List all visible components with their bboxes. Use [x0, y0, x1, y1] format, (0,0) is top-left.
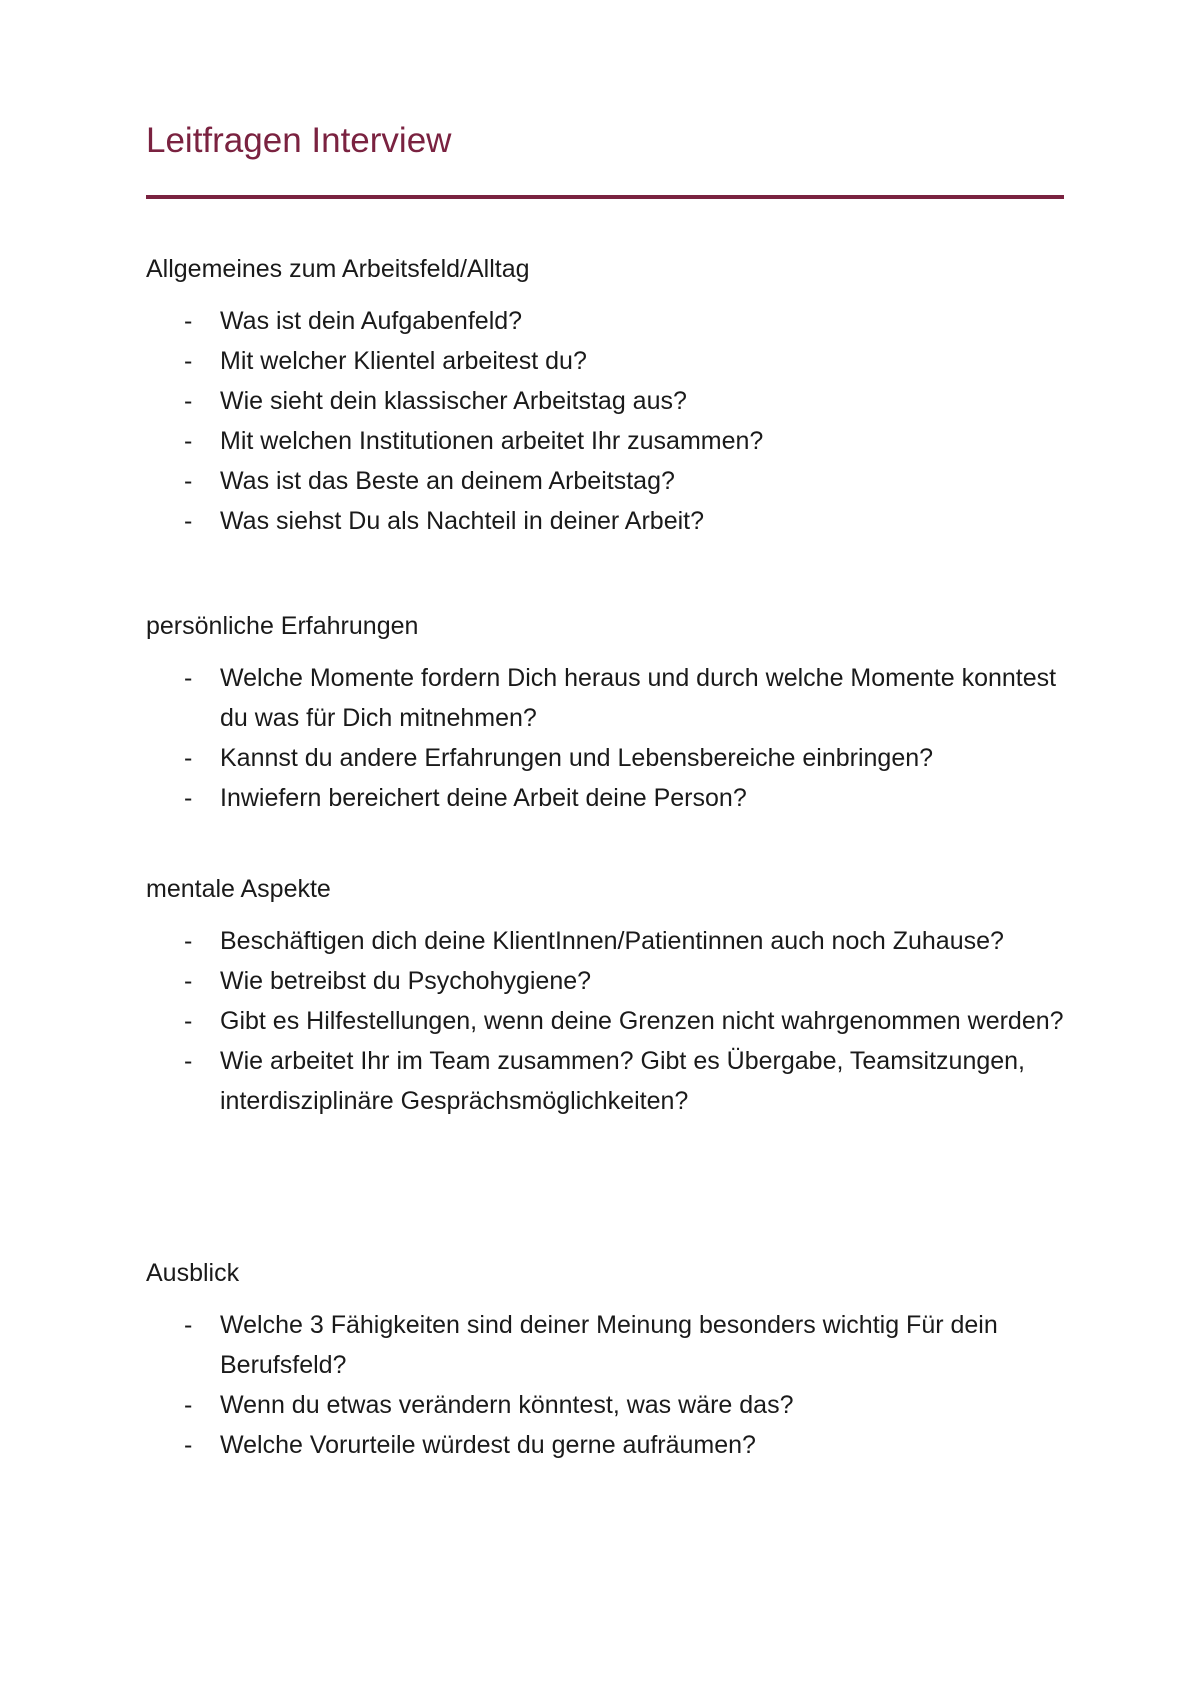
bullet-dash: - — [184, 387, 193, 415]
bullet-dash: - — [184, 784, 193, 812]
question-text: Was ist dein Aufgabenfeld? — [220, 307, 523, 335]
question-item — [146, 461, 1066, 501]
question-list — [146, 1305, 1066, 1465]
question-text: Welche Momente fordern Dich heraus und durch welche Momente konntest du was für Dich mitnehmen? — [220, 664, 1057, 732]
question-text: Was siehst Du als Nachteil in deiner Arbeit? — [220, 507, 705, 535]
bullet-dash: - — [184, 307, 193, 335]
question-item — [146, 658, 1066, 738]
question-item — [146, 778, 1066, 818]
question-text: Wenn du etwas verändern könntest, was wäre das? — [220, 1391, 794, 1419]
bullet-dash: - — [184, 744, 193, 772]
question-item — [146, 381, 1066, 421]
question-item — [146, 301, 1066, 341]
question-text: Wie betreibst du Psychohygiene? — [220, 967, 592, 995]
section-allgemeines — [146, 249, 1066, 541]
bullet-dash: - — [184, 1431, 193, 1459]
section-heading: Allgemeines zum Arbeitsfeld/Alltag — [146, 255, 530, 283]
question-text: Wie arbeitet Ihr im Team zusammen? Gibt es Übergabe, Teamsitzungen, interdisziplinäre Gesprächsmöglichkeiten? — [220, 1047, 1026, 1115]
bullet-dash: - — [184, 1047, 193, 1075]
question-text: Inwiefern bereichert deine Arbeit deine Person? — [220, 784, 747, 812]
question-text: Mit welcher Klientel arbeitest du? — [220, 347, 587, 375]
section-ausblick — [146, 1253, 1066, 1465]
question-item — [146, 961, 1066, 1001]
bullet-dash: - — [184, 347, 193, 375]
bullet-dash: - — [184, 967, 193, 995]
question-text: Wie sieht dein klassischer Arbeitstag aus? — [220, 387, 687, 415]
question-list — [146, 301, 1066, 541]
bullet-dash: - — [184, 467, 193, 495]
bullet-dash: - — [184, 507, 193, 535]
question-item — [146, 501, 1066, 541]
title-divider — [146, 195, 1064, 199]
question-item — [146, 421, 1066, 461]
question-text: Welche Vorurteile würdest du gerne aufräumen? — [220, 1431, 756, 1459]
question-item — [146, 1041, 1066, 1121]
bullet-dash: - — [184, 664, 193, 692]
question-item — [146, 1305, 1066, 1385]
question-item — [146, 738, 1066, 778]
question-text: Beschäftigen dich deine KlientInnen/Patientinnen auch noch Zuhause? — [220, 927, 1004, 955]
question-text: Was ist das Beste an deinem Arbeitstag? — [220, 467, 675, 495]
question-item — [146, 1425, 1066, 1465]
question-item — [146, 1001, 1066, 1041]
question-text: Welche 3 Fähigkeiten sind deiner Meinung besonders wichtig Für dein Berufsfeld? — [220, 1311, 998, 1379]
section-heading: mentale Aspekte — [146, 875, 331, 903]
bullet-dash: - — [184, 1311, 193, 1339]
bullet-dash: - — [184, 927, 193, 955]
question-item — [146, 1385, 1066, 1425]
question-text: Kannst du andere Erfahrungen und Lebensbereiche einbringen? — [220, 744, 934, 772]
section-mentale-aspekte — [146, 869, 1066, 1121]
bullet-dash: - — [184, 1391, 193, 1419]
section-heading: Ausblick — [146, 1259, 240, 1287]
bullet-dash: - — [184, 1007, 193, 1035]
question-text: Gibt es Hilfestellungen, wenn deine Grenzen nicht wahrgenommen werden? — [220, 1007, 1064, 1035]
section-heading: persönliche Erfahrungen — [146, 612, 419, 640]
question-list — [146, 921, 1066, 1121]
section-persoenliche-erfahrungen — [146, 606, 1066, 818]
question-text: Mit welchen Institutionen arbeitet Ihr zusammen? — [220, 427, 764, 455]
question-item — [146, 341, 1066, 381]
question-list — [146, 658, 1066, 818]
document-title: Leitfragen Interview — [146, 121, 452, 160]
question-item — [146, 921, 1066, 961]
bullet-dash: - — [184, 427, 193, 455]
